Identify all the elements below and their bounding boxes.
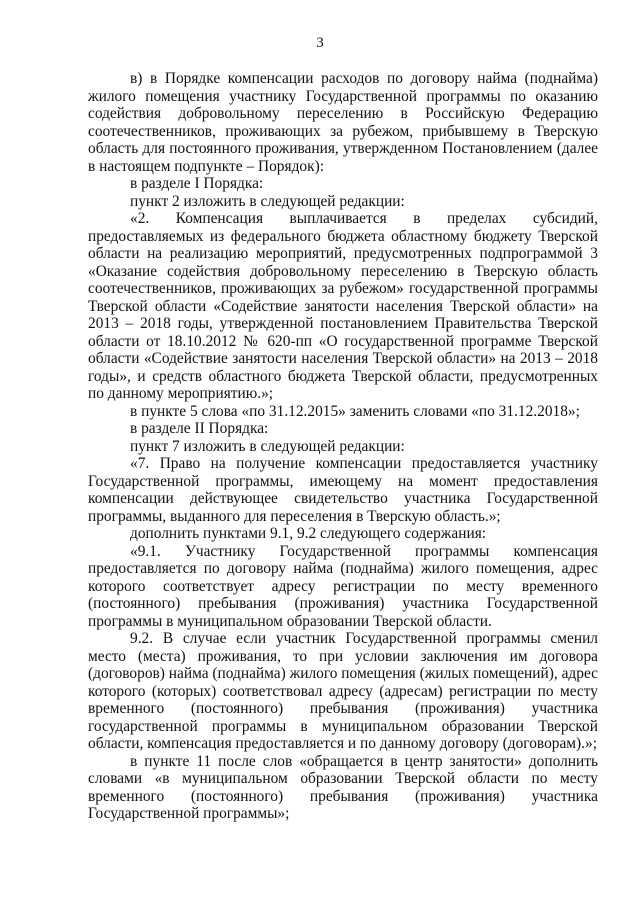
paragraph-point-7-text: «7. Право на получение компенсации предоставляется участнику Государственной программы, имеющему на момент предоставления компенсации действующее свидетельство участника Государственной программы, выданного для переселения в Тверскую область.»;	[88, 455, 598, 525]
paragraph-point-9-1-text: «9.1. Участнику Государственной программы компенсация предоставляется по договору найма (поднайма) жилого помещения, адрес которого соответствует адресу регистрации по месту временного (постоянного) пребывания (проживания) участника Государственной программы в муниципальном образовании Тверской области.	[88, 542, 598, 630]
paragraph-point-9-2-text: 9.2. В случае если участник Государственной программы сменил место (места) проживания, то при условии заключения им договора (договоров) найма (поднайма) жилого помещения (жилых помещений), адрес которого (которых) соответствовал адресу (адресам) регистрации по месту временного (постоянного) пребывания (проживания) участника государственной программы в муниципальном образовании Тверской области, компенсация предоставляется и по данному договору (договорам).»;	[88, 630, 598, 752]
paragraph-section-1-heading: в разделе I Порядка:	[130, 175, 264, 192]
document-body	[88, 70, 598, 823]
paragraph-point-5-amendment: в пункте 5 слова «по 31.12.2015» заменить словами «по 31.12.2018»;	[130, 402, 580, 420]
paragraph-point-2-instruction: пункт 2 изложить в следующей редакции:	[130, 192, 405, 210]
paragraph-point-2-text: «2. Компенсация выплачивается в пределах субсидий, предоставляемых из федерального бюджета областному бюджету Тверской области на реализацию мероприятий, предусмотренных подпрограммой 3 «Оказание содействия добровольному переселению в Тверскую область соотечественников, проживающих за рубежом» государственной программы Тверской области «Содействие занятости населения Тверской области» на 2013 – 2018 годы, утвержденной постановлением Правительства Тверской области от 18.10.2012 № 620-пп «О государственной программе Тверской области «Содействие занятости населения Тверской области» на 2013 – 2018 годы», и средств областного бюджета Тверской области, предусмотренных по данному мероприятию.»;	[88, 210, 598, 402]
paragraph-section-2-heading: в разделе II Порядка:	[130, 420, 269, 437]
paragraph-point-11-amendment: в пункте 11 после слов «обращается в центр занятости» дополнить словами «в муниципальном образовании Тверской области по месту временного (постоянного) пребывания (проживания) участника Государственной программы»;	[88, 752, 598, 822]
page-number: 3	[316, 35, 324, 51]
paragraph-points-9-instruction: дополнить пунктами 9.1, 9.2 следующего содержания:	[130, 525, 487, 542]
paragraph-item-v-intro: в) в Порядке компенсации расходов по договору найма (поднайма) жилого помещения участнику Государственной программы по оказанию содействия добровольному переселению в Российскую Федерацию соотечественников, проживающих за рубежом, прибывшему в Тверскую область для постоянного проживания, утвержденном Постановлением (далее в настоящем подпункте – Порядок):	[88, 70, 598, 175]
paragraph-point-7-instruction: пункт 7 изложить в следующей редакции:	[130, 437, 405, 455]
